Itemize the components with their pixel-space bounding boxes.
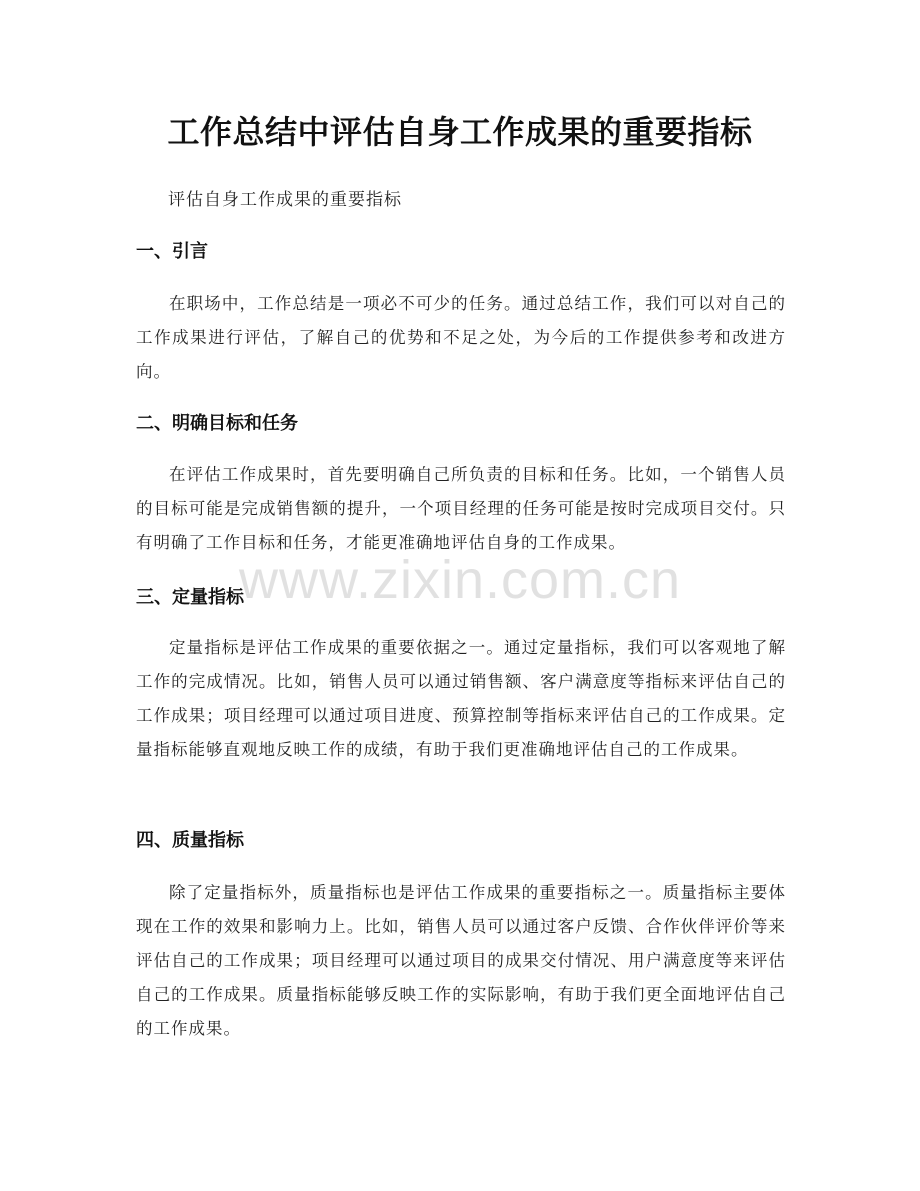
section-paragraph-quantitative: 定量指标是评估工作成果的重要依据之一。通过定量指标，我们可以客观地了解工作的完成情况。比如，销售人员可以通过销售额、客户满意度等指标来评估自己的工作成果；项目经理可以通过项目进度、预算控制等指标来评估自己的工作成果。定量指标能够直观地反映工作的成绩，有助于我们更准确地评估自己的工作成果。 bbox=[136, 638, 786, 759]
section-heading-quality: 四、质量指标 bbox=[136, 830, 244, 851]
section-paragraph-goals-tasks: 在评估工作成果时，首先要明确自己所负责的目标和任务。比如，一个销售人员的目标可能是完成销售额的提升，一个项目经理的任务可能是按时完成项目交付。只有明确了工作目标和任务，才能更准确地评估自身的工作成果。 bbox=[136, 465, 786, 552]
document-subtitle: 评估自身工作成果的重要指标 bbox=[168, 190, 402, 210]
section-heading-goals-tasks: 二、明确目标和任务 bbox=[136, 413, 298, 434]
watermark: www.zixin.com.cn bbox=[238, 550, 682, 610]
section-heading-introduction: 一、引言 bbox=[136, 241, 208, 262]
section-paragraph-introduction: 在职场中，工作总结是一项必不可少的任务。通过总结工作，我们可以对自己的工作成果进行评估，了解自己的优势和不足之处，为今后的工作提供参考和改进方向。 bbox=[136, 294, 786, 381]
document-title: 工作总结中评估自身工作成果的重要指标 bbox=[167, 113, 753, 151]
section-heading-quantitative: 三、定量指标 bbox=[136, 587, 244, 608]
section-paragraph-quality: 除了定量指标外，质量指标也是评估工作成果的重要指标之一。质量指标主要体现在工作的效果和影响力上。比如，销售人员可以通过客户反馈、合作伙伴评价等来评估自己的工作成果；项目经理可以通过项目的成果交付情况、用户满意度等来评估自己的工作成果。质量指标能够反映工作的实际影响，有助于我们更全面地评估自己的工作成果。 bbox=[136, 883, 786, 1038]
